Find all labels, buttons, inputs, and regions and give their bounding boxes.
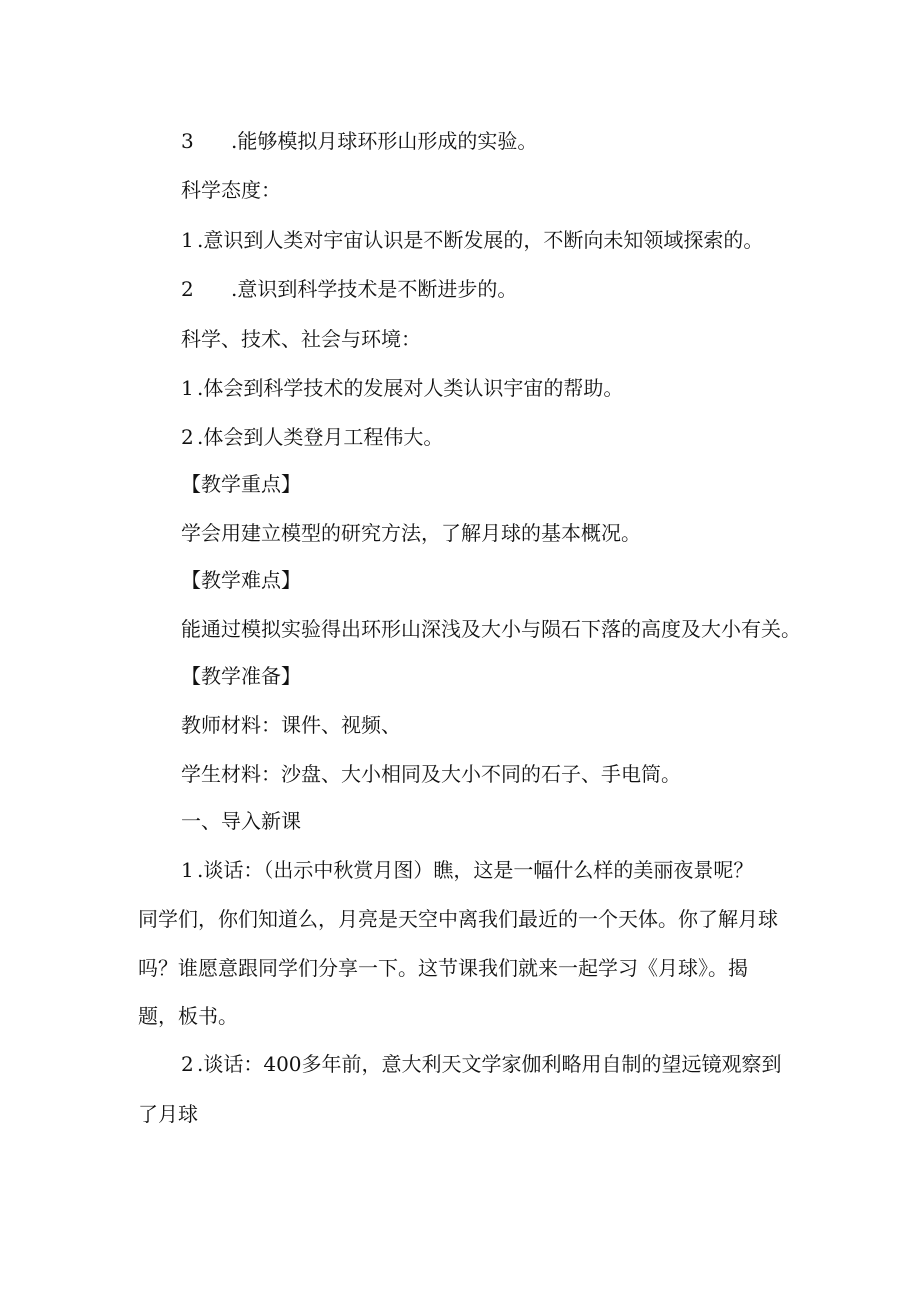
paragraph-line: 吗？谁愿意跟同学们分享一下。这节课我们就来一起学习《月球》。揭 [138,956,748,980]
item-number: 3 [181,129,194,153]
heading-key-points: 【教学重点】 [181,472,301,496]
paragraph-line: 同学们，你们知道么，月亮是天空中离我们最近的一个天体。你了解月球 [138,907,778,931]
item-text: .体会到科学技术的发展对人类认识宇宙的帮助。 [197,376,624,400]
section-heading-sts: 科学、技术、社会与环境： [181,327,421,351]
item-text: .意识到人类对宇宙认识是不断发展的，不断向未知领域探索的。 [197,228,764,252]
item-number: 2 [181,277,194,301]
paragraph-line: 了月球 [138,1102,198,1126]
paragraph-line: 题，板书。 [138,1004,238,1028]
item-text: .意识到科学技术是不断进步的。 [231,277,518,301]
item-number: 2 [181,425,194,449]
section-heading-scientific-attitude: 科学态度： [181,178,281,202]
difficulties-text: 能通过模拟实验得出环形山深浅及大小与陨石下落的高度及大小有关。 [181,617,801,641]
student-materials: 学生材料：沙盘、大小相同及大小不同的石子、手电筒。 [181,762,681,786]
item-text: .体会到人类登月工程伟大。 [197,425,444,449]
teacher-materials: 教师材料：课件、视频、 [181,713,401,737]
attitude-item-1 [181,226,763,254]
sts-item-2 [181,423,443,451]
item-text: .谈话：400多年前，意大利天文学家伽利略用自制的望远镜观察到 [197,1052,782,1076]
intro-item-2 [181,1050,782,1078]
item-number: 1 [181,228,194,252]
item-number: 1 [181,376,194,400]
attitude-item-2 [181,275,517,303]
objective-item-3 [181,127,537,155]
intro-item-1 [181,856,753,884]
sts-item-1 [181,374,623,402]
key-points-text: 学会用建立模型的研究方法，了解月球的基本概况。 [181,521,641,545]
heading-intro: 一、导入新课 [181,809,301,833]
item-text: .能够模拟月球环形山形成的实验。 [231,129,538,153]
item-number: 1 [181,858,194,882]
heading-preparation: 【教学准备】 [181,664,301,688]
heading-difficulties: 【教学难点】 [181,568,301,592]
item-text: .谈话：（出示中秋赏月图）瞧，这是一幅什么样的美丽夜景呢？ [197,858,754,882]
item-number: 2 [181,1052,194,1076]
